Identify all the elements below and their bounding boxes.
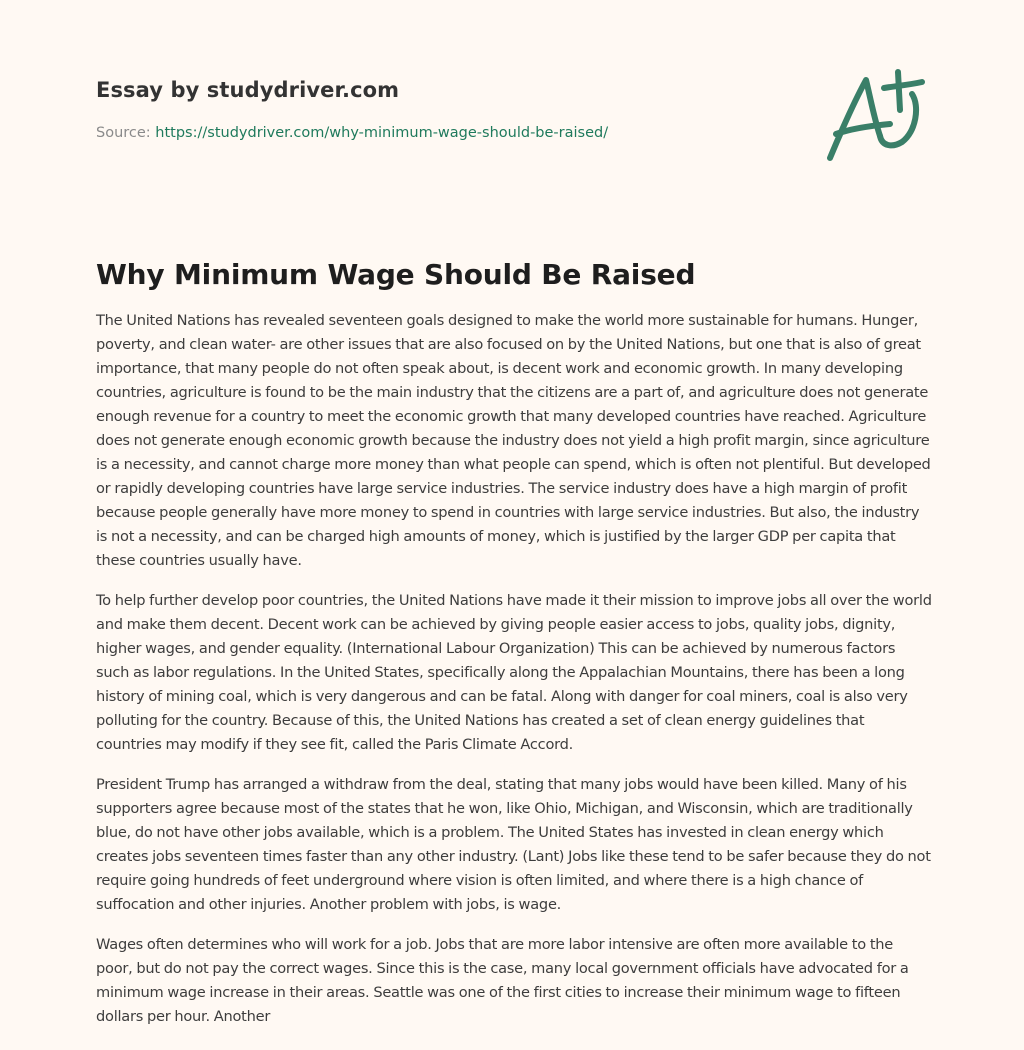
source-line (96, 123, 796, 143)
essay-paragraph-4: Wages often determines who will work for a job. Jobs that are more labor intensive are often more available to the poor, but do not pay the correct wages. Since this is the case, many local government officials have advocated for a minimum wage increase in their areas. Seattle was one of the first cities to increase their minimum wage to fifteen dollars per hour. Another (96, 936, 909, 1025)
a-plus-grade-icon (822, 66, 928, 166)
source-label: Source: (96, 125, 151, 141)
essay-article (96, 255, 932, 1045)
essay-title: Why Minimum Wage Should Be Raised (96, 258, 696, 291)
essay-paragraph-2: To help further develop poor countries, the United Nations have made it their mission to improve jobs all over the world and make them decent. Decent work can be achieved by giving people easier access to jobs, quality jobs, dignity, higher wages, and gender equality. (International Labour Organization) This can be achieved by numerous factors such as labor regulations. In the United States, specifically along the Appalachian Mountains, there has been a long history of mining coal, which is very dangerous and can be fatal. Along with danger for coal miners, coal is also very polluting for the country. Because of this, the United Nations has created a set of clean energy guidelines that countries may modify if they see fit, called the Paris Climate Accord. (96, 592, 932, 753)
essay-paragraph-1: The United Nations has revealed seventeen goals designed to make the world more sustainable for humans. Hunger, poverty, and clean water- are other issues that are also focused on by the United Nations, but one that is also of great importance, that many people do not often speak about, is decent work and economic growth. In many developing countries, agriculture is found to be the main industry that the citizens are a part of, and agriculture does not generate enough revenue for a country to meet the economic growth that many developed countries have reached. Agriculture does not generate enough economic growth because the industry does not yield a high profit margin, since agriculture is a necessity, and cannot charge more money than what people can spend, which is often not plentiful. But developed or rapidly developing countries have large service industries. The service industry does have a high margin of profit because people generally have more money to spend in countries with large service industries. But also, the industry is not a necessity, and can be charged high amounts of money, which is justified by the larger GDP per capita that these countries usually have. (96, 312, 931, 569)
site-title: Essay by studydriver.com (96, 78, 400, 102)
essay-paragraph-3: President Trump has arranged a withdraw from the deal, stating that many jobs would have been killed. Many of his supporters agree because most of the states that he won, like Ohio, Michigan, and Wisconsin, which are traditionally blue, do not have other jobs available, which is a problem. The United States has invested in clean energy which creates jobs seventeen times faster than any other industry. (Lant) Jobs like these tend to be safer because they do not require going hundreds of feet underground where vision is often limited, and where there is a high chance of suffocation and other injuries. Another problem with jobs, is wage. (96, 776, 931, 913)
source-link[interactable]: https://studydriver.com/why-minimum-wage-should-be-raised/ (155, 125, 609, 141)
essay-header (96, 76, 796, 143)
